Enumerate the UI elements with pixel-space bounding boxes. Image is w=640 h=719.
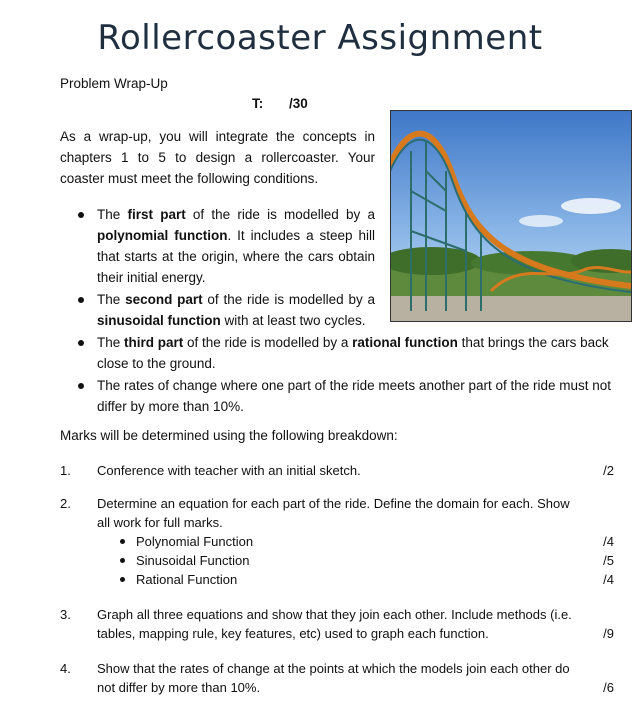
condition-item: The rates of change where one part of the ride meets another part of the ride must not differ by more than 10%.: [76, 375, 636, 417]
marks-item: [60, 494, 620, 589]
intro-paragraph: As a wrap-up, you will integrate the concepts in chapters 1 to 5 to design a rollercoaster. Your coaster must meet the following conditions.: [60, 129, 375, 186]
sub-score: /4: [603, 534, 614, 549]
item-number: 4.: [60, 661, 71, 676]
item-score: /2: [603, 463, 614, 478]
item-text: Show that the rates of change at the points at which the models join each other do not differ by more than 10%.: [97, 661, 570, 695]
sub-score: /4: [603, 572, 614, 587]
condition-item: The first part of the ride is modelled by a polynomial function. It includes a steep hill that starts at the origin, where the cars obtain their initial energy.: [76, 204, 375, 288]
sub-item: Polynomial Function /4: [118, 532, 620, 551]
item-text: Graph all three equations and show that they join each other. Include methods (i.e. tables, mapping rule, key features, etc) used to graph each function.: [97, 607, 572, 641]
section-subhead: Problem Wrap-Up: [60, 76, 168, 91]
page-title: Rollercoaster Assignment: [97, 18, 543, 58]
item-score: /6: [603, 680, 614, 695]
condition-item: The second part of the ride is modelled by a sinusoidal function with at least two cycles.: [76, 289, 375, 331]
conditions-list: [76, 204, 636, 418]
marks-item: [60, 461, 620, 480]
sub-list: [118, 532, 620, 589]
item-number: 2.: [60, 496, 71, 511]
item-number: 1.: [60, 463, 71, 478]
marks-item: [60, 659, 620, 697]
condition-item: The third part of the ride is modelled by a rational function that brings the cars back close to the ground.: [76, 332, 636, 374]
total-marks: [252, 96, 308, 111]
item-score: /9: [603, 626, 614, 641]
sub-item: Sinusoidal Function /5: [118, 551, 620, 570]
marks-intro: Marks will be determined using the following breakdown:: [60, 428, 398, 443]
total-value: /30: [289, 96, 308, 111]
sub-item: Rational Function /4: [118, 570, 620, 589]
sub-score: /5: [603, 553, 614, 568]
marks-item: [60, 605, 620, 643]
marks-breakdown: [60, 461, 620, 711]
item-number: 3.: [60, 607, 71, 622]
item-text: Conference with teacher with an initial sketch.: [97, 463, 361, 478]
item-text: Determine an equation for each part of the ride. Define the domain for each. Show all work for full marks.: [97, 496, 570, 530]
total-label: T:: [252, 96, 264, 111]
